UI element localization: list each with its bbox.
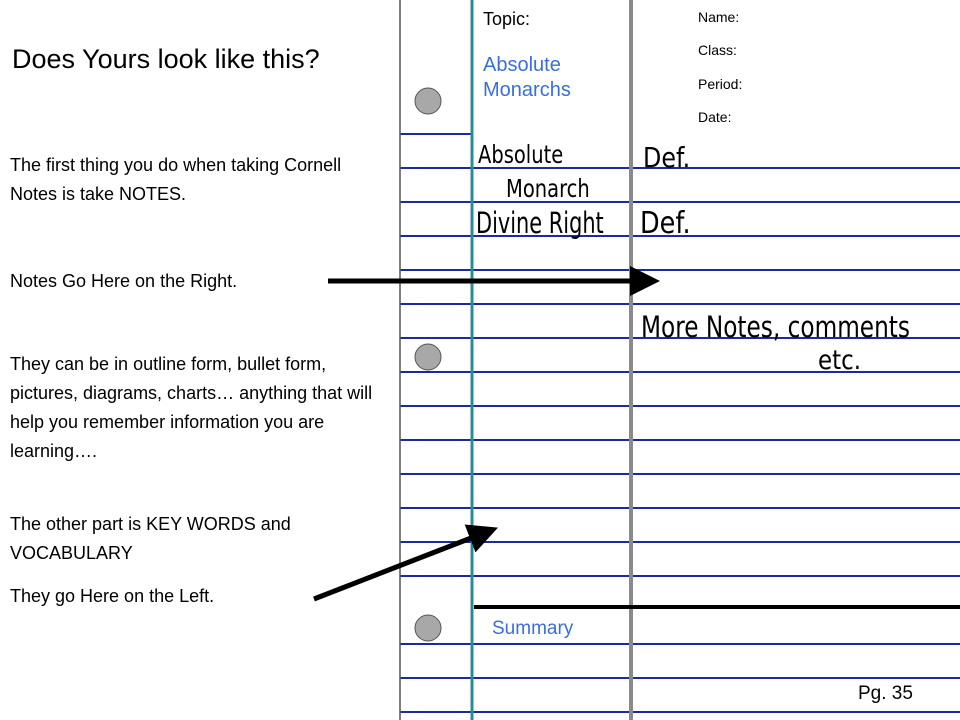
slide-title: Does Yours look like this? (12, 44, 320, 74)
paragraph-key-words: The other part is KEY WORDS and VOCABULARY (10, 514, 291, 563)
class-field-label: Class: (698, 42, 737, 58)
paragraph-words-left: They go Here on the Left. (10, 586, 215, 606)
handwritten-term-divine-right: Divine Right (476, 206, 604, 240)
binder-hole-middle (415, 344, 441, 370)
handwritten-term-monarch: Monarch (506, 174, 590, 203)
handwritten-term-absolute: Absolute (478, 140, 564, 169)
name-field-label: Name: (698, 9, 740, 25)
period-field-label: Period: (698, 76, 743, 92)
topic-value: Absolute Monarchs (483, 54, 571, 101)
date-field-label: Date: (698, 109, 732, 125)
paragraph-notes-right: Notes Go Here on the Right. (10, 271, 238, 291)
binder-hole-bottom (415, 615, 441, 641)
handwritten-def-1: Def. (643, 141, 691, 174)
paragraph-outline-form: They can be in outline form, bullet form, pictures, diagrams, charts… anything that will help you remember information you are learning…. (10, 354, 373, 461)
handwritten-etc: etc. (818, 345, 862, 376)
handwritten-more-notes: More Notes, comments (641, 310, 910, 344)
topic-label: Topic: (483, 9, 531, 29)
paragraph-take-notes: The first thing you do when taking Cornell Notes is take NOTES. (10, 155, 342, 204)
handwritten-def-2: Def. (640, 206, 691, 241)
page-number: Pg. 35 (858, 683, 913, 704)
binder-hole-top (415, 88, 441, 114)
summary-label: Summary (492, 618, 574, 639)
